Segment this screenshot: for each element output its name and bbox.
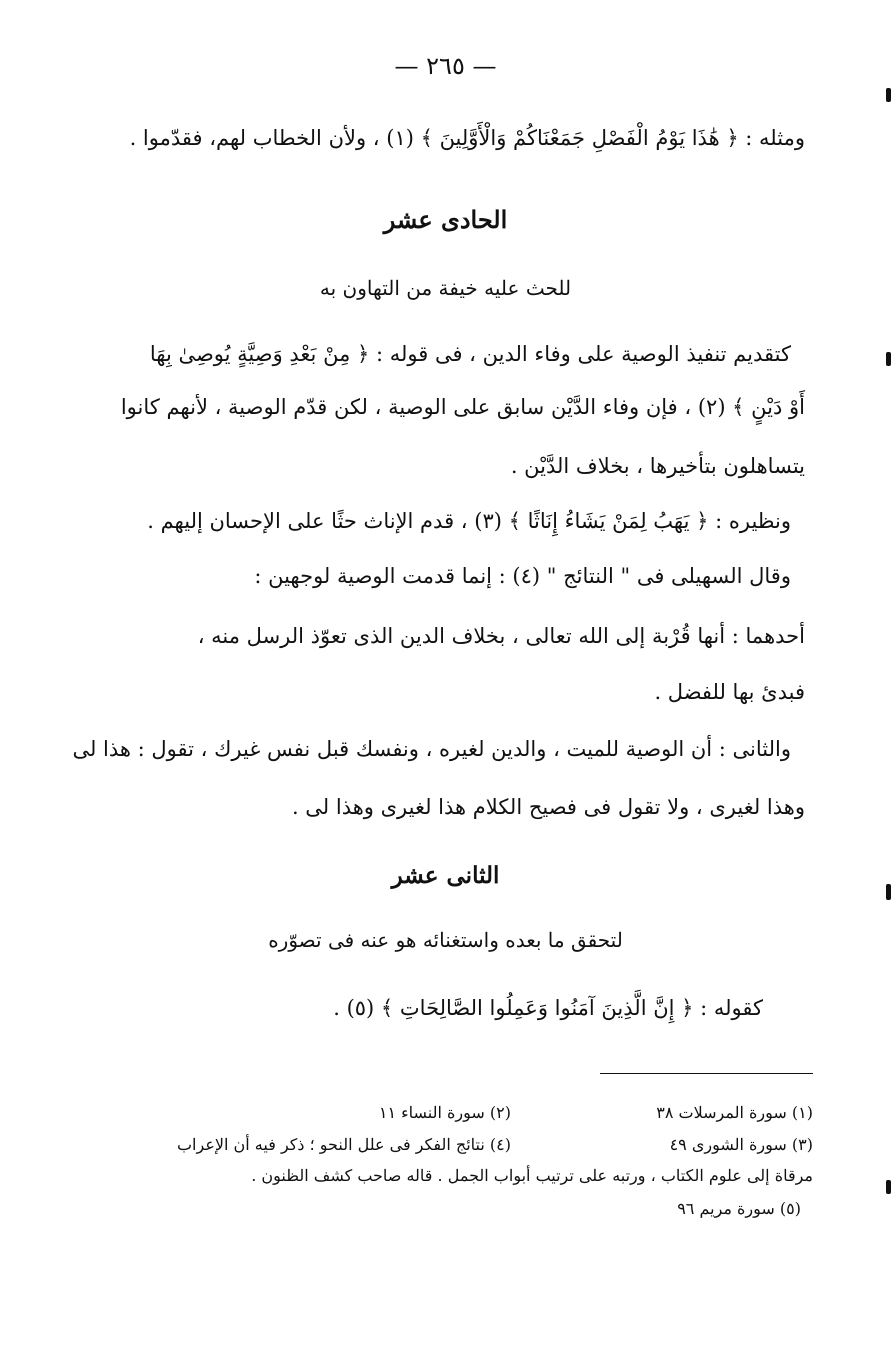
text-line: أَوْ دَيْنٍ ﴾ (٢) ، فإن وفاء الدَّيْن سابق على الوصية ، لكن قدّم الوصية ، لأنهم كانوا [120,395,805,419]
scan-margin-mark [886,884,891,900]
scan-margin-mark [886,352,891,366]
page-number: — ٢٦٥ — [394,52,497,80]
section-subheading-eleventh: للحث عليه خيفة من التهاون به [319,276,572,300]
text-line: وقال السهيلى فى " النتائج " (٤) : إنما قدمت الوصية لوجهين : [254,564,791,588]
text-line: كتقديم تنفيذ الوصية على وفاء الدين ، فى قوله : ﴿ مِنْ بَعْدِ وَصِيَّةٍ يُوصِىٰ بِهَا [149,342,791,366]
section-heading-eleventh: الحادى عشر [383,205,508,234]
footnote-1: (١) سورة المرسلات ٣٨ [656,1103,813,1122]
footnote-4-continuation: مرقاة إلى علوم الكتاب ، ورتبه على ترتيب أبواب الجمل . قاله صاحب كشف الظنون . [251,1166,813,1185]
footnote-divider [600,1073,813,1074]
text-line: أحدهما : أنها قُرْبة إلى الله تعالى ، بخلاف الدين الذى تعوّذ الرسل منه ، [197,624,805,648]
text-line: وهذا لغيرى ، ولا تقول فى فصيح الكلام هذا لغيرى وهذا لى . [291,795,805,819]
section-heading-twelfth: الثانى عشر [391,862,500,889]
text-line: ومثله : ﴿ هَٰذَا يَوْمُ الْفَصْلِ جَمَعْنَاكُمْ وَالْأَوَّلِينَ ﴾ (١) ، ولأن الخطاب لهم، فقدّموا . [129,126,805,150]
footnote-2: (٢) سورة النساء ١١ [378,1103,511,1122]
section-subheading-twelfth: لتحقق ما بعده واستغنائه هو عنه فى تصوّره [268,928,623,952]
text-line: يتساهلون بتأخيرها ، بخلاف الدَّيْن . [510,454,805,478]
text-line: كقوله : ﴿ إِنَّ الَّذِينَ آمَنُوا وَعَمِلُوا الصَّالِحَاتِ ﴾ (٥) . [333,996,763,1020]
footnote-5: (٥) سورة مريم ٩٦ [677,1199,801,1218]
text-line: فبدئ بها للفضل . [654,680,805,704]
text-line: والثانى : أن الوصية للميت ، والدين لغيره ، ونفسك قبل نفس غيرك ، تقول : هذا لى [72,737,791,761]
scan-margin-mark [886,1180,891,1194]
footnote-3: (٣) سورة الشورى ٤٩ [669,1135,813,1154]
text-line: ونظيره : ﴿ يَهَبُ لِمَنْ يَشَاءُ إِنَاثًا ﴾ (٣) ، قدم الإناث حثًا على الإحسان إليهم . [147,509,791,533]
scan-margin-mark [886,88,891,102]
footnote-4: (٤) نتائج الفكر فى علل النحو ؛ ذكر فيه أن الإعراب [176,1135,511,1154]
